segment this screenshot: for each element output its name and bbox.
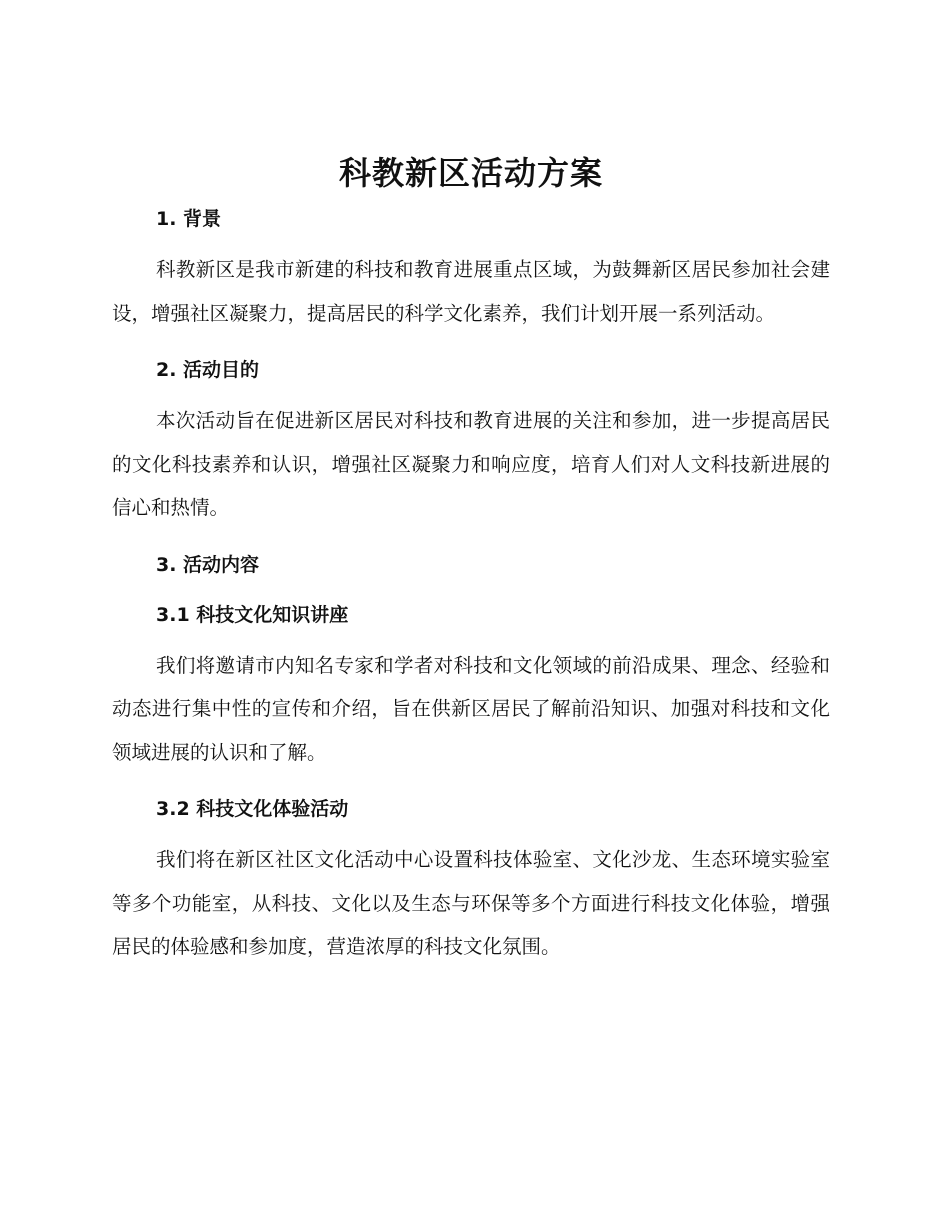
section-paragraph-background: 科教新区是我市新建的科技和教育进展重点区域，为鼓舞新区居民参加社会建设，增强社区凝聚力，提高居民的科学文化素养，我们计划开展一系列活动。 xyxy=(112,258,830,325)
section-paragraph-lecture: 我们将邀请市内知名专家和学者对科技和文化领域的前沿成果、理念、经验和动态进行集中性的宣传和介绍，旨在供新区居民了解前沿知识、加强对科技和文化领域进展的认识和了解。 xyxy=(112,653,830,764)
section-paragraph-experience: 我们将在新区社区文化活动中心设置科技体验室、文化沙龙、生态环境实验室等多个功能室，从科技、文化以及生态与环保等多个方面进行科技文化体验，增强居民的体验感和参加度，营造浓厚的科技文化氛围。 xyxy=(112,848,830,958)
section-heading-experience: 3.2 科技文化体验活动 xyxy=(156,798,349,820)
document-page xyxy=(112,150,830,969)
section-paragraph-purpose: 本次活动旨在促进新区居民对科技和教育进展的关注和参加，进一步提高居民的文化科技素养和认识，增强社区凝聚力和响应度，培育人们对人文科技新进展的信心和热情。 xyxy=(112,409,830,519)
section-heading-content: 3. 活动内容 xyxy=(156,553,260,576)
document-title: 科教新区活动方案 xyxy=(338,154,603,192)
section-heading-background: 1. 背景 xyxy=(156,208,222,230)
section-heading-lecture: 3.1 科技文化知识讲座 xyxy=(156,603,349,626)
section-heading-purpose: 2. 活动目的 xyxy=(156,359,260,381)
